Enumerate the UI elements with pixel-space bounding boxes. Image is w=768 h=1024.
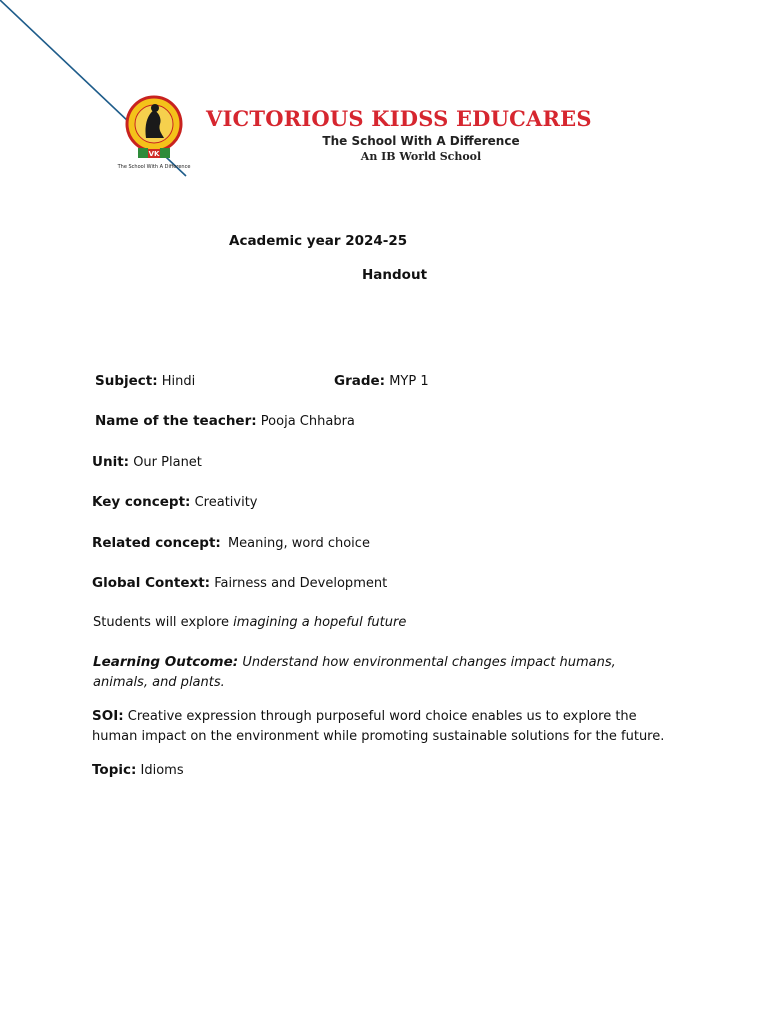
key-concept-value: Creativity <box>194 495 258 510</box>
soi-label: SOI: <box>92 708 124 724</box>
global-context-value: Fairness and Development <box>214 576 388 591</box>
subject-label: Subject: <box>95 373 158 389</box>
key-concept-row <box>92 494 258 511</box>
topic-label: Topic: <box>92 762 137 778</box>
related-concept-label: Related concept: <box>92 535 221 551</box>
related-concept-row <box>92 535 370 552</box>
school-brand <box>206 106 676 163</box>
teacher-value: Pooja Chhabra <box>260 414 355 429</box>
key-concept-label: Key concept: <box>92 494 191 510</box>
unit-value: Our Planet <box>133 455 202 470</box>
doc-title: Handout <box>362 267 428 283</box>
subject-row <box>95 373 195 390</box>
grade-label: Grade: <box>334 373 386 389</box>
academic-year: Academic year 2024-25 <box>229 233 408 249</box>
unit-row <box>92 454 202 471</box>
explore-value: imagining a hopeful future <box>233 615 407 630</box>
school-tagline: The School With A Difference <box>322 134 520 148</box>
topic-row <box>92 762 184 779</box>
grade-value: MYP 1 <box>389 374 429 389</box>
svg-text:VK: VK <box>148 150 160 158</box>
school-name: VICTORIOUS KIDSS EDUCARES <box>206 106 592 131</box>
svg-text:The School With A Difference: The School With A Difference <box>117 164 191 170</box>
teacher-label: Name of the teacher: <box>95 413 257 429</box>
subject-value: Hindi <box>161 374 196 389</box>
global-context-label: Global Context: <box>92 575 211 591</box>
learning-outcome-label: Learning Outcome: <box>93 654 239 670</box>
grade-row <box>334 373 429 390</box>
soi-row <box>92 706 672 747</box>
explore-row <box>93 615 406 631</box>
topic-value: Idioms <box>140 763 184 778</box>
teacher-row <box>95 413 355 430</box>
related-concept-value: Meaning, word choice <box>227 536 370 551</box>
learning-outcome-row <box>93 652 673 693</box>
learning-outcome-value: Understand how environmental changes impact humans, animals, and plants. <box>93 655 616 690</box>
global-context-row <box>92 575 387 592</box>
unit-label: Unit: <box>92 454 130 470</box>
explore-prefix: Students will explore <box>93 615 230 630</box>
school-ib-line: An IB World School <box>360 150 482 163</box>
soi-value: Creative expression through purposeful word choice enables us to explore the human impact on the environment while promoting sustainable solutions for the future. <box>92 709 665 744</box>
